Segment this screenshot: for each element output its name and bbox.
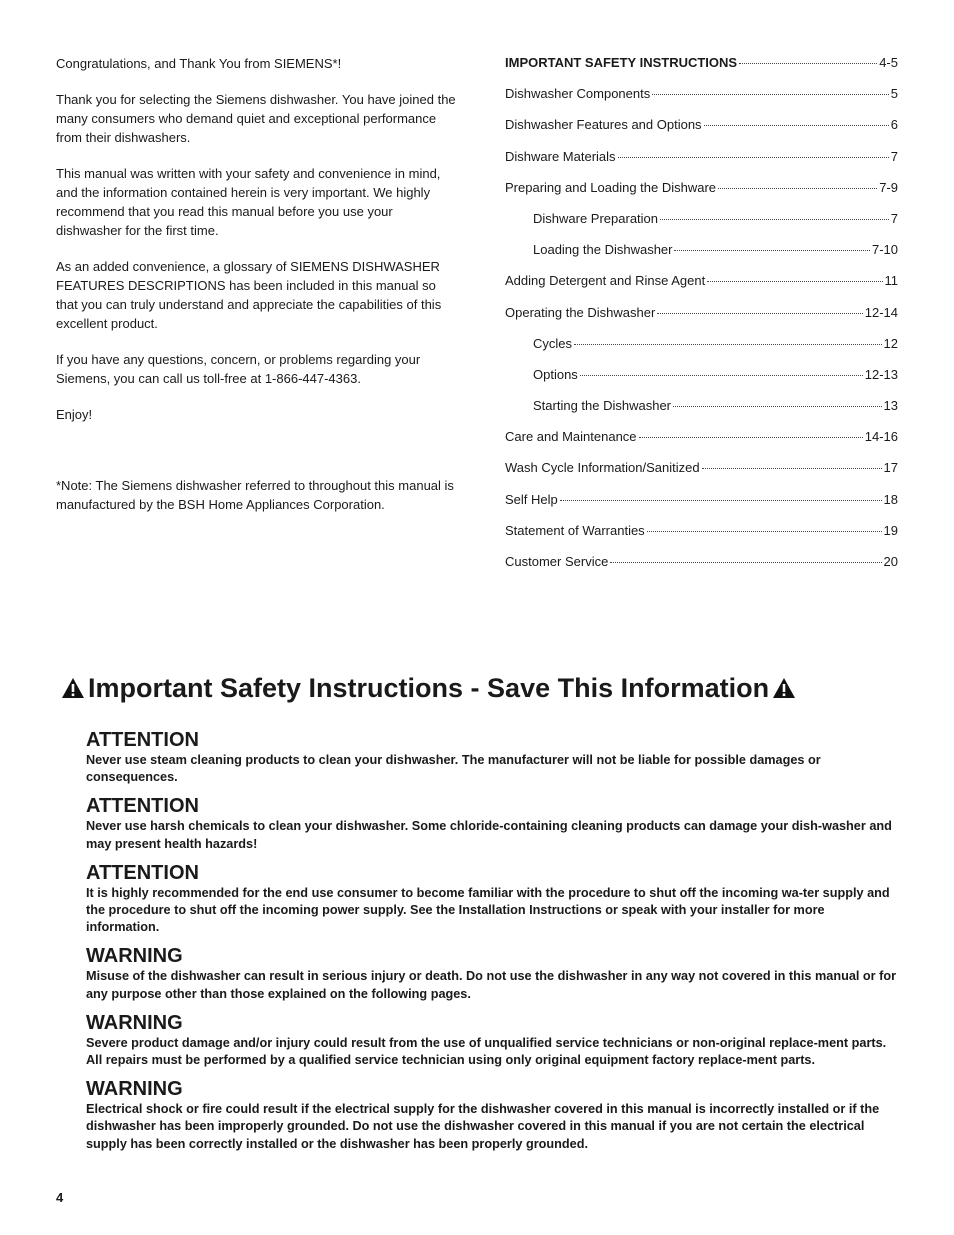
toc-page: 12 [883, 335, 898, 351]
section-title-text: Important Safety Instructions - Save This Information [88, 673, 770, 703]
toc-page: 17 [883, 460, 898, 476]
warning-triangle-icon [772, 677, 796, 699]
notice-text: Misuse of the dishwasher can result in serious injury or death. Do not use the dishwasher in any way not covered in this manual or for any purpose other than those explained on the following pages. [86, 969, 897, 1001]
toc-label: Adding Detergent and Rinse Agent [505, 273, 706, 289]
toc-page: 19 [883, 522, 898, 538]
toc-page: 13 [883, 398, 898, 414]
intro-greeting: Congratulations, and Thank You from SIEMENS*! [56, 56, 342, 71]
notice-text: It is highly recommended for the end use consumer to become familiar with the procedure to shut off the incoming wa-ter supply and the procedure to shut off the incoming power supply. See the Installation Instructions or speak with your installer for more information. [86, 885, 890, 935]
toc-subentry[interactable] [505, 396, 898, 427]
toc-page: 7-9 [879, 179, 898, 195]
notice-text: Severe product damage and/or injury could result from the use of unqualified service technicians or non-original replace-ment parts. All repairs must be performed by a qualified service technician using only original equipment factory replace-ment parts. [86, 1035, 887, 1068]
intro-paragraph: This manual was written with your safety and convenience in mind, and the information contained herein is very important. We highly recommend that you read this manual before you use your dishwasher for the first time. [56, 166, 441, 238]
page-number: 4 [56, 1190, 64, 1205]
warning-notice [86, 1077, 898, 1153]
warning-notice [86, 944, 898, 1002]
intro-footnote: *Note: The Siemens dishwasher referred to throughout this manual is manufactured by the BSH Home Appliances Corporation. [56, 478, 454, 512]
intro-text [56, 54, 456, 531]
intro-paragraph: Thank you for selecting the Siemens dishwasher. You have joined the many consumers who demand quiet and exceptional performance from their dishwashers. [56, 92, 456, 145]
notice-heading: ATTENTION [86, 729, 199, 751]
toc-entry[interactable] [505, 458, 898, 489]
notice-text: Never use harsh chemicals to clean your dishwasher. Some chloride-containing cleaning products can damage your dish-washer and may present health hazards! [86, 819, 892, 851]
toc-entry[interactable] [505, 84, 898, 115]
toc-label: Loading the Dishwasher [533, 242, 673, 258]
toc-label: Statement of Warranties [505, 522, 645, 538]
toc-label: Cycles [533, 335, 573, 351]
toc-label: Care and Maintenance [505, 429, 637, 445]
toc-label: Wash Cycle Information/Sanitized [505, 460, 700, 476]
toc-entry[interactable] [505, 303, 898, 334]
toc-subentry[interactable] [505, 209, 898, 240]
toc-label: Self Help [505, 491, 558, 507]
toc-subentry[interactable] [505, 365, 898, 396]
toc-page: 4-5 [879, 55, 898, 70]
toc-subentry[interactable] [505, 334, 898, 365]
section-title [58, 670, 918, 706]
intro-closing: Enjoy! [56, 407, 93, 422]
attention-notice [86, 728, 898, 786]
toc-page: 11 [884, 273, 898, 289]
toc-page: 20 [883, 554, 898, 569]
toc-entry[interactable] [505, 427, 898, 458]
attention-notice [86, 794, 898, 852]
notice-heading: WARNING [86, 945, 183, 968]
toc-entry[interactable] [505, 490, 898, 521]
attention-notice [86, 861, 898, 937]
notice-heading: WARNING [86, 1011, 183, 1034]
safety-notices [86, 728, 898, 1161]
toc-label: Operating the Dishwasher [505, 304, 656, 320]
toc-entry[interactable] [505, 115, 898, 146]
toc-entry[interactable] [505, 147, 898, 178]
toc-page: 6 [890, 117, 898, 133]
toc-page: 12-13 [864, 366, 898, 382]
table-of-contents [505, 53, 898, 583]
toc-page: 5 [890, 86, 898, 102]
notice-heading: ATTENTION [86, 795, 199, 818]
toc-page: 7 [890, 148, 898, 164]
toc-page: 7-10 [871, 242, 898, 258]
notice-text: Electrical shock or fire could result if the electrical supply for the dishwasher covered in this manual is incorrectly installed or if the dishwasher has been improperly grounded. Do not use the dishwasher covered in this manual if you are not certain the electrical supply has been correctly installed or the dishwasher has been properly grounded. [86, 1102, 880, 1151]
toc-entry[interactable] [505, 178, 898, 209]
notice-heading: ATTENTION [86, 861, 199, 884]
toc-label: Dishware Preparation [533, 210, 659, 226]
toc-page: 14-16 [864, 429, 898, 445]
toc-entry[interactable] [505, 271, 898, 302]
toc-label: Options [533, 366, 578, 382]
notice-text: Never use steam cleaning products to clean your dishwasher. The manufacturer will not be liable for possible damages or consequences. [86, 753, 821, 785]
toc-subentry[interactable] [505, 240, 898, 271]
toc-label: Customer Service [505, 554, 609, 569]
toc-entry[interactable] [505, 552, 898, 583]
toc-label: Dishwasher Features and Options [505, 117, 702, 133]
toc-page: 12-14 [864, 304, 898, 320]
notice-heading: WARNING [86, 1078, 183, 1101]
toc-label: Dishwasher Components [505, 86, 651, 102]
toc-entry[interactable] [505, 53, 898, 84]
toc-page: 7 [890, 210, 898, 226]
toc-entry[interactable] [505, 521, 898, 552]
warning-notice [86, 1011, 898, 1069]
toc-label: IMPORTANT SAFETY INSTRUCTIONS [505, 55, 738, 70]
intro-paragraph: As an added convenience, a glossary of SIEMENS DISHWASHER FEATURES DESCRIPTIONS has been included in this manual so that you can truly understand and appreciate the capabilities of this excellent product. [56, 259, 442, 331]
toc-label: Dishware Materials [505, 148, 616, 164]
toc-label: Starting the Dishwasher [533, 398, 672, 414]
intro-paragraph: If you have any questions, concern, or problems regarding your Siemens, you can call us toll-free at 1-866-447-4363. [56, 352, 421, 386]
toc-label: Preparing and Loading the Dishware [505, 179, 717, 195]
warning-triangle-icon [61, 677, 85, 699]
toc-page: 18 [883, 491, 898, 507]
